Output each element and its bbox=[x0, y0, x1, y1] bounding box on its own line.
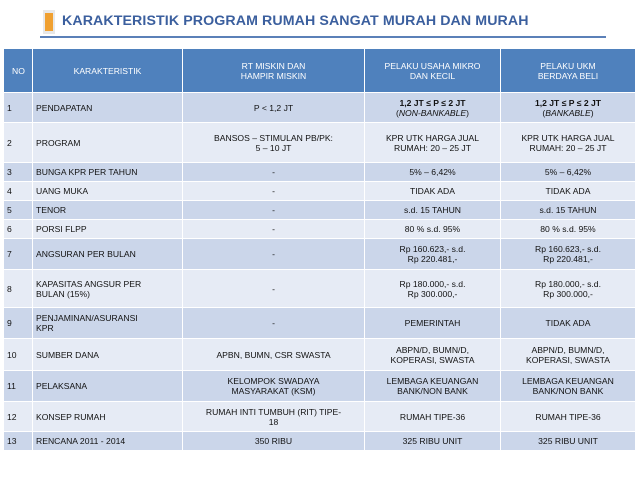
row-karakteristik: PENDAPATAN bbox=[33, 93, 183, 123]
cell-usaha-mikro bbox=[365, 93, 501, 123]
row-number: 11 bbox=[4, 371, 33, 402]
cell-rt-miskin: - bbox=[183, 163, 365, 182]
cell-italic: BANKABLE bbox=[545, 107, 591, 118]
cell-ukm: s.d. 15 TAHUN bbox=[501, 201, 636, 220]
table-row bbox=[4, 182, 636, 201]
cell-ukm bbox=[501, 123, 636, 163]
cell-ukm: 325 RIBU UNIT bbox=[501, 432, 636, 451]
row-number: 6 bbox=[4, 220, 33, 239]
cell-line: KELOMPOK SWADAYA bbox=[227, 376, 320, 386]
cell-line: KOPERASI, SWASTA bbox=[390, 354, 475, 365]
row-number: 12 bbox=[4, 402, 33, 432]
table-row bbox=[4, 270, 636, 308]
cell-rt-miskin: - bbox=[183, 201, 365, 220]
cell-rt-miskin: - bbox=[183, 220, 365, 239]
cell-ukm: RUMAH TIPE-36 bbox=[501, 402, 636, 432]
cell-line: KPR bbox=[36, 323, 54, 333]
cell-usaha-mikro: TIDAK ADA bbox=[365, 182, 501, 201]
cell-ukm: TIDAK ADA bbox=[501, 308, 636, 339]
cell-rt-miskin: P < 1,2 JT bbox=[183, 93, 365, 123]
table-row bbox=[4, 93, 636, 123]
cell-line: RUMAH: 20 – 25 JT bbox=[394, 142, 471, 153]
header-ukm bbox=[501, 49, 636, 93]
row-number: 13 bbox=[4, 432, 33, 451]
header-karakteristik: KARAKTERISTIK bbox=[33, 49, 183, 93]
title-divider bbox=[40, 36, 606, 38]
cell-usaha-mikro bbox=[365, 339, 501, 371]
cell-line: KAPASITAS ANGSUR PER bbox=[36, 278, 142, 289]
cell-line: KOPERASI, SWASTA bbox=[525, 354, 611, 365]
row-number: 9 bbox=[4, 308, 33, 339]
cell-usaha-mikro: s.d. 15 TAHUN bbox=[365, 201, 501, 220]
cell-ukm bbox=[501, 270, 636, 308]
cell-rt-miskin: - bbox=[183, 182, 365, 201]
page-title: KARAKTERISTIK PROGRAM RUMAH SANGAT MURAH DAN MURAH bbox=[62, 13, 529, 29]
row-karakteristik: BUNGA KPR PER TAHUN bbox=[33, 163, 183, 182]
cell-usaha-mikro: RUMAH TIPE-36 bbox=[365, 402, 501, 432]
cell-usaha-mikro: 80 % s.d. 95% bbox=[365, 220, 501, 239]
cell-usaha-mikro: 5% – 6,42% bbox=[365, 163, 501, 182]
row-karakteristik: KONSEP RUMAH bbox=[33, 402, 183, 432]
header-ukm-line1: PELAKU UKM bbox=[540, 60, 596, 71]
header-rt-miskin bbox=[183, 49, 365, 93]
header-no: NO bbox=[4, 49, 33, 93]
cell-ukm bbox=[501, 371, 636, 402]
cell-rt-miskin: - bbox=[183, 308, 365, 339]
header-ukm-line2: BERDAYA BELI bbox=[537, 70, 599, 81]
cell-ukm bbox=[501, 93, 636, 123]
header-rt-miskin-line2: HAMPIR MISKIN bbox=[240, 70, 307, 81]
table-row bbox=[4, 201, 636, 220]
table-header-row bbox=[4, 49, 636, 93]
characteristics-table bbox=[3, 48, 636, 451]
table-row bbox=[4, 239, 636, 270]
cell-line: Rp 160.623,- s.d. bbox=[535, 244, 601, 254]
cell-line: 5 – 10 JT bbox=[255, 142, 292, 153]
row-karakteristik: RENCANA 2011 - 2014 bbox=[33, 432, 183, 451]
row-number: 1 bbox=[4, 93, 33, 123]
row-number: 5 bbox=[4, 201, 33, 220]
cell-ukm: TIDAK ADA bbox=[501, 182, 636, 201]
row-karakteristik: TENOR bbox=[33, 201, 183, 220]
cell-usaha-mikro bbox=[365, 123, 501, 163]
cell-usaha-mikro bbox=[365, 371, 501, 402]
cell-line: Rp 300.000,- bbox=[543, 288, 593, 299]
accent-icon bbox=[43, 10, 55, 34]
cell-line: Rp 300.000,- bbox=[407, 288, 458, 299]
row-karakteristik: SUMBER DANA bbox=[33, 339, 183, 371]
cell-line: KPR UTK HARGA JUAL bbox=[385, 132, 480, 143]
cell-line: LEMBAGA KEUANGAN bbox=[522, 376, 614, 386]
table-row bbox=[4, 402, 636, 432]
cell-usaha-mikro bbox=[365, 239, 501, 270]
cell-rt-miskin bbox=[183, 402, 365, 432]
row-karakteristik: UANG MUKA bbox=[33, 182, 183, 201]
row-number: 2 bbox=[4, 123, 33, 163]
row-karakteristik: ANGSURAN PER BULAN bbox=[33, 239, 183, 270]
cell-line: (NON-BANKABLE) bbox=[395, 107, 470, 118]
row-karakteristik: PELAKSANA bbox=[33, 371, 183, 402]
cell-line: RUMAH INTI TUMBUH (RIT) TIPE- bbox=[205, 406, 342, 417]
cell-ukm bbox=[501, 339, 636, 371]
header-usaha-mikro-line1: PELAKU USAHA MIKRO bbox=[384, 60, 481, 71]
cell-rt-miskin: - bbox=[183, 270, 365, 308]
cell-rt-miskin: 350 RIBU bbox=[183, 432, 365, 451]
cell-line: BANK/NON BANK bbox=[532, 386, 604, 396]
cell-ukm bbox=[501, 239, 636, 270]
cell-usaha-mikro: 325 RIBU UNIT bbox=[365, 432, 501, 451]
table-row bbox=[4, 308, 636, 339]
cell-rt-miskin bbox=[183, 123, 365, 163]
cell-line: BULAN (15%) bbox=[36, 288, 90, 299]
cell-line: Rp 220.481,- bbox=[407, 254, 458, 264]
cell-line: KPR UTK HARGA JUAL bbox=[521, 132, 615, 143]
row-number: 4 bbox=[4, 182, 33, 201]
header-rt-miskin-line1: RT MISKIN DAN bbox=[241, 60, 306, 71]
table-row bbox=[4, 339, 636, 371]
title-bar bbox=[0, 6, 638, 40]
row-karakteristik: PROGRAM bbox=[33, 123, 183, 163]
cell-line: MASYARAKAT (KSM) bbox=[231, 386, 316, 396]
row-number: 10 bbox=[4, 339, 33, 371]
table-row bbox=[4, 163, 636, 182]
cell-ukm: 5% – 6,42% bbox=[501, 163, 636, 182]
cell-line: Rp 220.481,- bbox=[543, 254, 593, 264]
cell-rt-miskin: - bbox=[183, 239, 365, 270]
header-usaha-mikro-line2: DAN KECIL bbox=[409, 70, 456, 81]
cell-line: ABPN/D, BUMN/D, bbox=[395, 344, 470, 355]
cell-italic: NON-BANKABLE bbox=[398, 107, 467, 118]
cell-ukm: 80 % s.d. 95% bbox=[501, 220, 636, 239]
cell-line: Rp 180.000,- s.d. bbox=[535, 278, 601, 289]
cell-usaha-mikro bbox=[365, 270, 501, 308]
cell-line: PENJAMINAN/ASURANSI bbox=[36, 313, 138, 323]
cell-line: RUMAH: 20 – 25 JT bbox=[529, 142, 607, 153]
cell-line: BANSOS – STIMULAN PB/PK: bbox=[214, 132, 333, 143]
cell-line: Rp 160.623,- s.d. bbox=[399, 244, 466, 254]
header-usaha-mikro bbox=[365, 49, 501, 93]
row-number: 8 bbox=[4, 270, 33, 308]
cell-rt-miskin: APBN, BUMN, CSR SWASTA bbox=[183, 339, 365, 371]
cell-line: Rp 180.000,- s.d. bbox=[399, 278, 466, 289]
row-karakteristik bbox=[33, 308, 183, 339]
table-row bbox=[4, 220, 636, 239]
row-number: 3 bbox=[4, 163, 33, 182]
cell-rt-miskin bbox=[183, 371, 365, 402]
cell-line: LEMBAGA KEUANGAN bbox=[386, 376, 479, 386]
table-row bbox=[4, 432, 636, 451]
table-row bbox=[4, 371, 636, 402]
cell-line: BANK/NON BANK bbox=[397, 386, 468, 396]
cell-line: (BANKABLE) bbox=[542, 107, 594, 118]
row-number: 7 bbox=[4, 239, 33, 270]
table-row bbox=[4, 123, 636, 163]
cell-usaha-mikro: PEMERINTAH bbox=[365, 308, 501, 339]
cell-line: ABPN/D, BUMN/D, bbox=[531, 344, 605, 355]
cell-line: 1,2 JT ≤ P ≤ 2 JT bbox=[534, 97, 602, 108]
row-karakteristik bbox=[33, 270, 183, 308]
cell-line: 1,2 JT ≤ P ≤ 2 JT bbox=[399, 97, 466, 108]
cell-line: 18 bbox=[268, 416, 279, 427]
row-karakteristik: PORSI FLPP bbox=[33, 220, 183, 239]
